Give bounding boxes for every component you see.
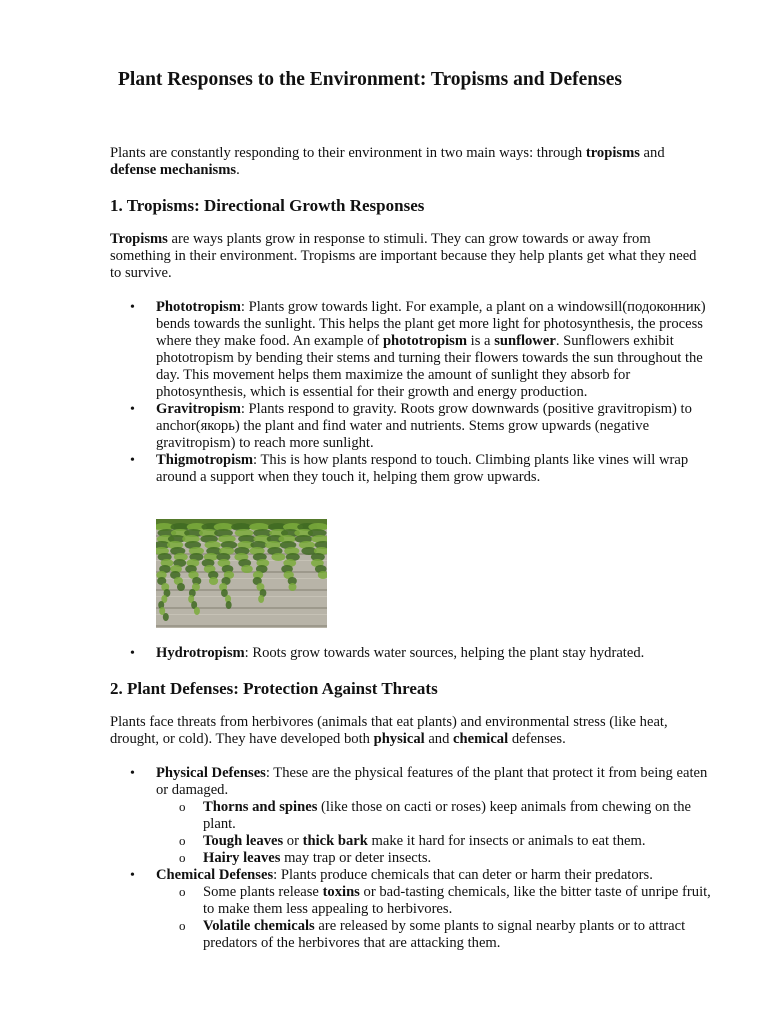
list-item-thigmotropism: • Thigmotropism: This is how plants respond to touch. Climbing plants like vines will wrap around a support when they touch it, helping them grow upwards. — [110, 452, 716, 486]
sublist-item-hairy-leaves: o Hairy leaves may trap or deter insects. — [156, 850, 716, 867]
tropism-list — [110, 299, 716, 486]
tropisms-paragraph: Tropisms are ways plants grow in response to stimuli. They can grow towards or away from something in their environment. Tropisms are important because they help plants get what they need to survive. — [110, 231, 697, 281]
defenses-paragraph: Plants face threats from herbivores (animals that eat plants) and environmental stress (like heat, drought, or cold). They have developed both physical and chemical defenses. — [110, 714, 668, 747]
list-item-hydrotropism: • Hydrotropism: Roots grow towards water sources, helping the plant stay hydrated. — [110, 645, 716, 662]
list-item-gravitropism: • Gravitropism: Plants respond to gravity. Roots grow downwards (positive gravitropism) to anchor(якорь) the plant and find water and nutrients. Stems grow upwards (negative gravitropism) to reach more sunlight. — [110, 401, 716, 452]
defense-list — [110, 765, 716, 952]
ivy-on-wall-image — [156, 519, 327, 628]
list-item-phototropism: • Phototropism: Plants grow towards light. For example, a plant on a windowsill(подоконник) bends towards the sunlight. This helps the plant get more light for photosynthesis, the process where they make food. An example of phototropism is a sunflower. Sunflowers exhibit phototropism by bending their stems and turning their flowers towards the sun throughout the day. This movement helps them maximize the amount of sunlight they absorb for photosynthesis, which is essential for their growth and energy production. — [110, 299, 716, 401]
sublist-item-tough-leaves: o Tough leaves or thick bark make it hard for insects or animals to eat them. — [156, 833, 716, 850]
physical-defense-sublist — [156, 799, 716, 867]
sublist-item-volatile-chemicals: o Volatile chemicals are released by some plants to signal nearby plants or to attract predators of the herbivores that are attacking them. — [156, 918, 716, 952]
document-title: Plant Responses to the Environment: Tropisms and Defenses — [118, 69, 622, 90]
section-heading-tropisms: 1. Tropisms: Directional Growth Responses — [110, 196, 425, 215]
sublist-item-toxins: o Some plants release toxins or bad-tasting chemicals, like the bitter taste of unripe fruit, to make them less appealing to herbivores. — [156, 884, 716, 918]
tropism-list-continued — [110, 645, 716, 662]
section-heading-defenses: 2. Plant Defenses: Protection Against Threats — [110, 679, 438, 698]
list-item-chemical-defenses: • Chemical Defenses: Plants produce chemicals that can deter or harm their predators. o Some plants release toxins or bad-tasting chemicals, like the bitter taste of unripe fruit, to make them less appealing to herbivores. o Volatile chemicals are released by some plants to signal nearby plants or to attract predators of the herbivores that are attacking them. — [110, 867, 716, 952]
sublist-item-thorns: o Thorns and spines (like those on cacti or roses) keep animals from chewing on the plant. — [156, 799, 716, 833]
chemical-defense-sublist — [156, 884, 716, 952]
intro-paragraph: Plants are constantly responding to their environment in two main ways: through tropisms and defense mechanisms. — [110, 145, 665, 178]
list-item-physical-defenses: • Physical Defenses: These are the physical features of the plant that protect it from being eaten or damaged. o Thorns and spines (like those on cacti or roses) keep animals from chewing on the plant. o Tough leaves or thick bark make it hard for insects or animals to eat them. o Hairy leaves may trap or deter insects. — [110, 765, 716, 867]
